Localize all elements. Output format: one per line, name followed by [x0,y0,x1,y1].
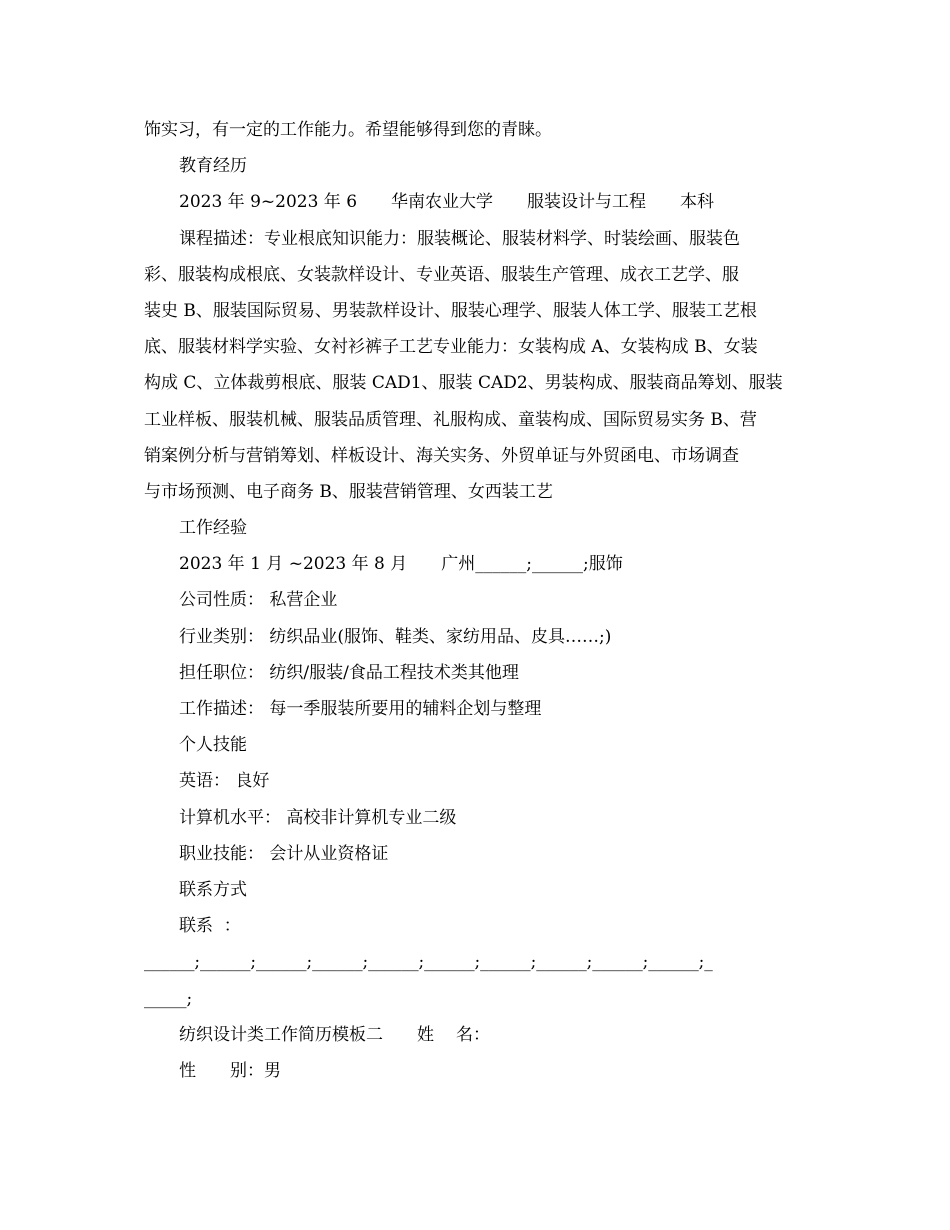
field-label: 担任职位： [179,662,264,683]
education-period: 2023 年 9~2023 年 6 [179,192,358,213]
contact-placeholder-line: _____; [144,988,193,1009]
course-line: 底、服装材料学实验、女衬衫裤子工艺专业能力：女装构成 A、女装构成 B、女装 [144,337,758,358]
work-field-company-type [144,582,810,618]
work-field-position [144,655,810,691]
education-major: 服装设计与工程 [527,192,647,213]
course-line: 课程描述：专业根底知识能力：服装概论、服装材料学、时装绘画、服装色 [179,228,740,249]
field-label: 行业类别： [179,626,264,647]
intro-tail-line: 饰实习，有一定的工作能力。希望能够得到您的青睐。 [144,120,552,140]
field-value: 纺织品业(服饰、鞋类、家纺用品、皮具……;) [269,626,612,647]
field-label: 公司性质： [179,590,264,611]
education-degree: 本科 [680,192,715,213]
gender-line [144,1053,810,1089]
gender-label: 性 [179,1060,196,1081]
gender-value: 男 [264,1060,281,1081]
course-line: 与市场预测、电子商务 B、服装营销管理、女西装工艺 [144,481,553,502]
skill-professional [144,836,810,872]
skill-value: 良好 [235,771,270,792]
skill-computer [144,800,810,836]
contact-heading: 联系方式 [179,879,247,900]
field-value: 私营企业 [269,590,338,611]
resume-content [144,112,810,1089]
skill-label: 英语： [179,771,230,792]
work-entry [144,546,810,582]
skill-value: 会计从业资格证 [269,843,389,864]
work-heading: 工作经验 [179,518,247,539]
skill-value: 高校非计算机专业二级 [286,807,457,828]
work-company: 广州______;______;服饰 [441,554,623,575]
education-school: 华南农业大学 [391,192,494,213]
gender-label-suffix: 别： [230,1060,264,1081]
skill-label: 职业技能： [179,843,264,864]
template2-title-line [144,1017,810,1053]
education-entry [144,184,810,220]
skill-label: 计算机水平： [179,807,281,828]
course-line: 装史 B、服装国际贸易、男装款样设计、服装心理学、服装人体工学、服装工艺根 [144,300,757,321]
contact-label: 联系 ： [179,916,241,937]
course-line: 工业样板、服装机械、服装品质管理、礼服构成、童装构成、国际贸易实务 B、营 [144,409,757,430]
work-field-industry [144,619,810,655]
work-period: 2023 年 1 月 ~2023 年 8 月 [179,554,408,575]
work-field-description [144,691,810,727]
course-line: 彩、服装构成根底、女装款样设计、专业英语、服装生产管理、成衣工艺学、服 [144,264,739,285]
field-label: 工作描述： [179,699,264,719]
skills-heading: 个人技能 [179,735,247,756]
skill-english [144,763,810,799]
name-label-suffix: 名： [456,1024,490,1045]
course-line: 构成 C、立体裁剪根底、服装 CAD1、服装 CAD2、男装构成、服装商品筹划、服装 [144,373,783,394]
field-value: 每一季服装所要用的辅料企划与整理 [269,699,542,719]
name-label: 姓 [417,1024,434,1045]
template2-title: 纺织设计类工作简历模板二 [179,1024,383,1045]
course-line: 销案例分析与营销筹划、样板设计、海关实务、外贸单证与外贸函电、市场调查 [144,445,739,466]
field-value: 纺织/服装/食品工程技术类其他理 [269,662,519,683]
contact-placeholder-line: ______;______;______;______;______;______;______;______;______;______;_ [144,952,713,973]
education-heading: 教育经历 [179,156,247,177]
